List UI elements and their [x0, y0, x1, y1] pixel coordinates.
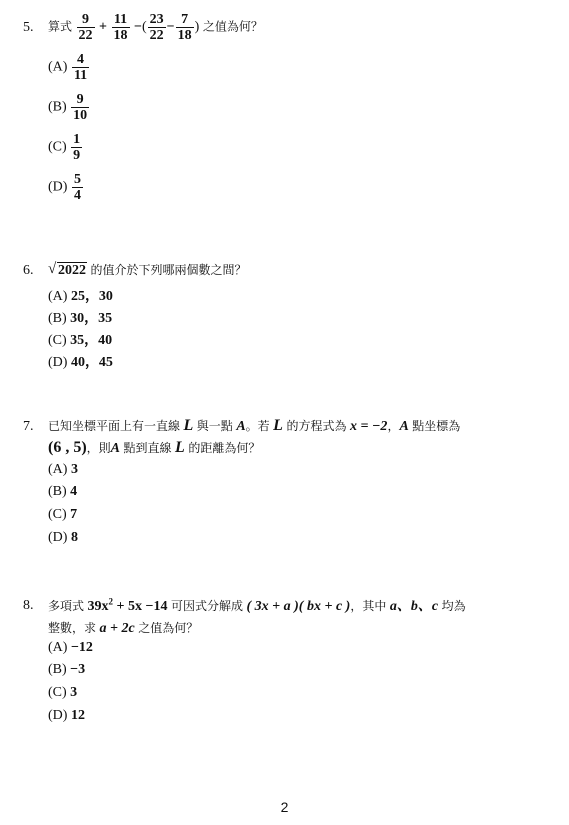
option-d[interactable]: [48, 172, 84, 203]
stem-text: 已知坐標平面上有一直線: [48, 419, 181, 433]
math-var: A: [236, 419, 246, 434]
question-number: 8.: [23, 598, 34, 613]
question-stem: [48, 261, 247, 279]
question-stem-line-1: [48, 417, 460, 435]
option-text: 25，30: [70, 289, 113, 304]
math-var: L: [183, 417, 194, 434]
math-vars: a、b、c: [389, 599, 439, 614]
option-text: 40，45: [70, 355, 113, 370]
option-a[interactable]: [48, 462, 78, 478]
polynomial: $39x^2 + 5x -14$: [87, 596, 168, 614]
fraction: $\frac{4}{11}$: [73, 52, 88, 83]
option-a[interactable]: [48, 285, 113, 305]
stem-text: 的方程式為: [286, 419, 347, 433]
fraction: $\frac{1}{9}$: [73, 132, 81, 163]
paren: ): [194, 19, 200, 35]
fraction: $\frac{5}{4}$: [73, 172, 81, 203]
option-text: 8: [70, 530, 78, 545]
stem-text: ，其中: [350, 599, 387, 613]
question-number: 6.: [23, 263, 34, 278]
option-a[interactable]: [48, 640, 93, 656]
option-letter: (D): [48, 708, 68, 723]
question-number: 7.: [23, 419, 34, 434]
math-var: L: [175, 439, 185, 456]
option-letter: (B): [48, 99, 67, 115]
option-b[interactable]: [48, 307, 112, 327]
stem-text: 點坐標為: [412, 419, 461, 433]
stem-text: ，: [387, 419, 400, 433]
option-c[interactable]: [48, 329, 112, 349]
option-letter: (C): [48, 685, 67, 700]
option-letter: (C): [48, 139, 67, 155]
fraction: $\frac{9}{10}$: [73, 92, 88, 123]
option-d[interactable]: [48, 530, 78, 546]
option-text: 3: [70, 685, 78, 700]
option-letter: (B): [48, 484, 67, 499]
fraction: $\frac{7}{18}$: [177, 12, 192, 43]
question-stem-line-1: [48, 595, 466, 615]
square-root: √ 2022: [48, 261, 86, 278]
question-stem-line-2: [48, 439, 260, 457]
option-text: 7: [70, 507, 78, 522]
option-letter: (D): [48, 530, 68, 545]
option-letter: (A): [48, 59, 68, 75]
stem-text: 之值為何？: [138, 621, 199, 635]
paren: (: [141, 19, 147, 35]
option-c[interactable]: [48, 132, 83, 163]
stem-text: 。若: [245, 419, 270, 433]
fraction: $\frac{11}{18}$: [113, 12, 128, 43]
stem-text: 與一點: [196, 419, 233, 433]
option-c[interactable]: [48, 685, 77, 701]
fraction: $\frac{23}{22}$: [149, 12, 164, 43]
option-letter: (C): [48, 333, 67, 348]
option-letter: (A): [48, 640, 68, 655]
operator: +: [99, 19, 107, 35]
question-stem-line-2: [48, 619, 198, 637]
option-text: 35，40: [70, 333, 113, 348]
stem-text: 整數，求: [48, 621, 97, 635]
stem-text: 多項式: [48, 599, 85, 613]
option-letter: (B): [48, 662, 67, 677]
stem-text: 均為: [441, 599, 466, 613]
math-var: A: [399, 419, 409, 434]
option-letter: (A): [48, 289, 68, 304]
option-letter: (B): [48, 311, 67, 326]
option-text: 12: [70, 708, 85, 723]
option-letter: (A): [48, 462, 68, 477]
option-b[interactable]: [48, 484, 77, 500]
factored-form: ( 3x + a )( bx + c ): [246, 599, 351, 614]
option-b[interactable]: [48, 92, 90, 123]
option-letter: (D): [48, 179, 68, 195]
option-letter: (C): [48, 507, 67, 522]
option-d[interactable]: [48, 351, 113, 371]
option-a[interactable]: [48, 52, 90, 83]
option-text: −12: [70, 640, 93, 655]
stem-text: 之值為何？: [202, 19, 263, 34]
page-number: 2: [280, 799, 289, 815]
option-letter: (D): [48, 355, 68, 370]
stem-text: 點到直線: [123, 441, 172, 455]
math-equation: x = −2: [349, 419, 388, 434]
fraction: $\frac{9}{22}$: [78, 12, 93, 43]
stem-text: 的距離為何？: [188, 441, 261, 455]
stem-text: 的值介於下列哪兩個數之間？: [90, 263, 247, 277]
operator: −: [134, 19, 142, 35]
operator: −: [166, 19, 175, 35]
question-number: 5.: [23, 20, 34, 35]
question-stem: [48, 12, 263, 43]
option-text: −3: [70, 662, 86, 677]
stem-text: 算式: [48, 19, 73, 34]
option-c[interactable]: [48, 507, 77, 523]
option-b[interactable]: [48, 662, 85, 678]
math-expression: a + 2c: [99, 621, 135, 636]
option-text: 4: [70, 484, 78, 499]
stem-text: ，則: [86, 441, 111, 455]
option-text: 3: [70, 462, 78, 477]
math-var: A: [110, 441, 121, 456]
option-d[interactable]: [48, 708, 85, 724]
math-coordinate: (6 , 5): [48, 439, 87, 456]
option-text: 30，35: [70, 311, 113, 326]
stem-text: 可因式分解成: [170, 599, 243, 613]
math-var: L: [273, 417, 283, 434]
